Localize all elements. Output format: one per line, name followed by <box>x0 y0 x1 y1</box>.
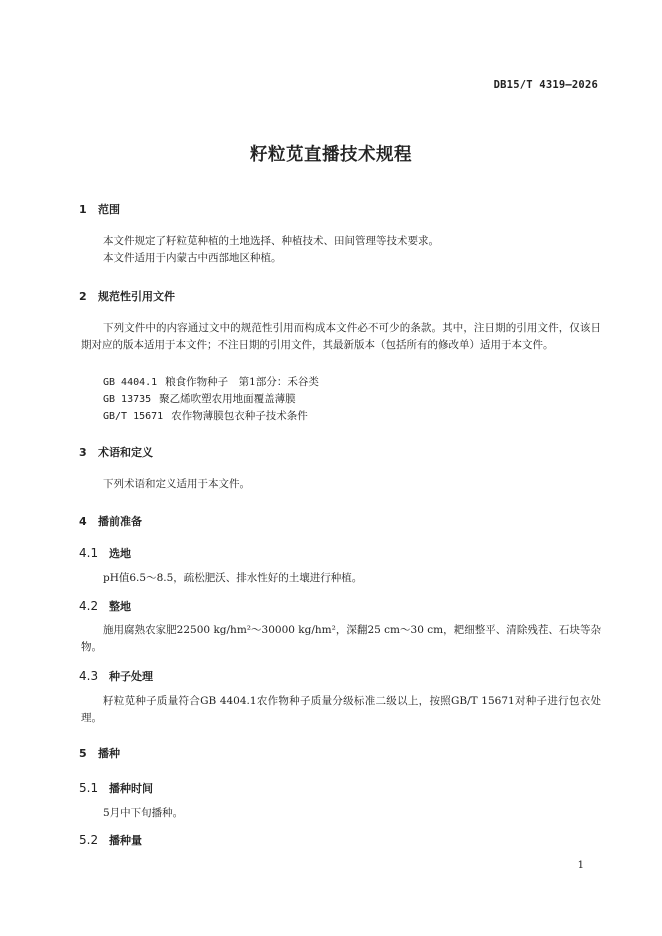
section-title: 播前准备 <box>98 515 142 528</box>
paragraph: pH值6.5～8.5，疏松肥沃、排水性好的土壤进行种植。 <box>103 572 363 584</box>
subsection-number: 5.2 <box>79 833 99 847</box>
reference-code: GB/T 15671 <box>103 411 164 422</box>
section-number: 1 <box>79 203 87 216</box>
section-title: 播种 <box>98 747 120 760</box>
section-3-heading <box>79 444 153 460</box>
page-number: 1 <box>577 860 584 871</box>
subsection-4-2-heading <box>79 598 131 614</box>
section-number: 5 <box>79 747 87 760</box>
paragraph: 下列文件中的内容通过文中的规范性引用而构成本文件必不可少的条款。其中，注日期的引用文件，仅该日期对应的版本适用于本文件；不注日期的引用文件，其最新版本（包括所有的修改单）适用于本文件。 <box>81 322 601 351</box>
subsection-title: 播种时间 <box>109 782 153 795</box>
section-5-heading <box>79 745 120 761</box>
subsection-title: 选地 <box>109 547 131 560</box>
subsection-4-1-heading <box>79 545 131 561</box>
section-title: 范围 <box>98 203 120 216</box>
reference-item <box>103 391 296 406</box>
section-4-heading <box>79 513 142 529</box>
subsection-number: 4.1 <box>79 546 99 560</box>
standard-code: DB15/T 4319—2026 <box>493 79 598 91</box>
subsection-title: 播种量 <box>109 834 142 847</box>
section-title: 术语和定义 <box>98 446 153 459</box>
paragraph: 施用腐熟农家肥22500 kg/hm²～30000 kg/hm²，深翻25 cm～30 cm，耙细整平、清除残茬、石块等杂物。 <box>81 624 601 653</box>
reference-item <box>103 374 319 389</box>
subsection-title: 种子处理 <box>109 670 153 683</box>
reference-title: 聚乙烯吹塑农用地面覆盖薄膜 <box>159 393 296 405</box>
section-number: 3 <box>79 446 87 459</box>
subsection-number: 4.3 <box>79 669 99 683</box>
section-1-heading <box>79 201 120 217</box>
paragraph: 5月中下旬播种。 <box>103 807 184 819</box>
subsection-title: 整地 <box>109 600 131 613</box>
section-2-heading <box>79 288 175 304</box>
reference-code: GB 13735 <box>103 394 152 405</box>
subsection-5-1-heading <box>79 780 153 796</box>
section-number: 4 <box>79 515 87 528</box>
subsection-number: 5.1 <box>79 781 99 795</box>
section-number: 2 <box>79 290 87 303</box>
reference-code: GB 4404.1 <box>103 377 158 388</box>
reference-item <box>103 408 308 423</box>
paragraph: 本文件规定了籽粒苋种植的土地选择、种植技术、田间管理等技术要求。 <box>103 235 439 247</box>
subsection-4-3-heading <box>79 668 153 684</box>
reference-title: 粮食作物种子 第1部分：禾谷类 <box>165 376 319 388</box>
document-title: 籽粒苋直播技术规程 <box>250 145 412 165</box>
subsection-number: 4.2 <box>79 599 99 613</box>
reference-title: 农作物薄膜包衣种子技术条件 <box>171 410 308 422</box>
subsection-5-2-heading <box>79 832 142 848</box>
paragraph: 籽粒苋种子质量符合GB 4404.1农作物种子质量分级标准二级以上，按照GB/T 15671对种子进行包衣处理。 <box>81 695 601 724</box>
paragraph: 下列术语和定义适用于本文件。 <box>103 478 250 490</box>
section-title: 规范性引用文件 <box>98 290 175 303</box>
paragraph: 本文件适用于内蒙古中西部地区种植。 <box>103 252 282 264</box>
